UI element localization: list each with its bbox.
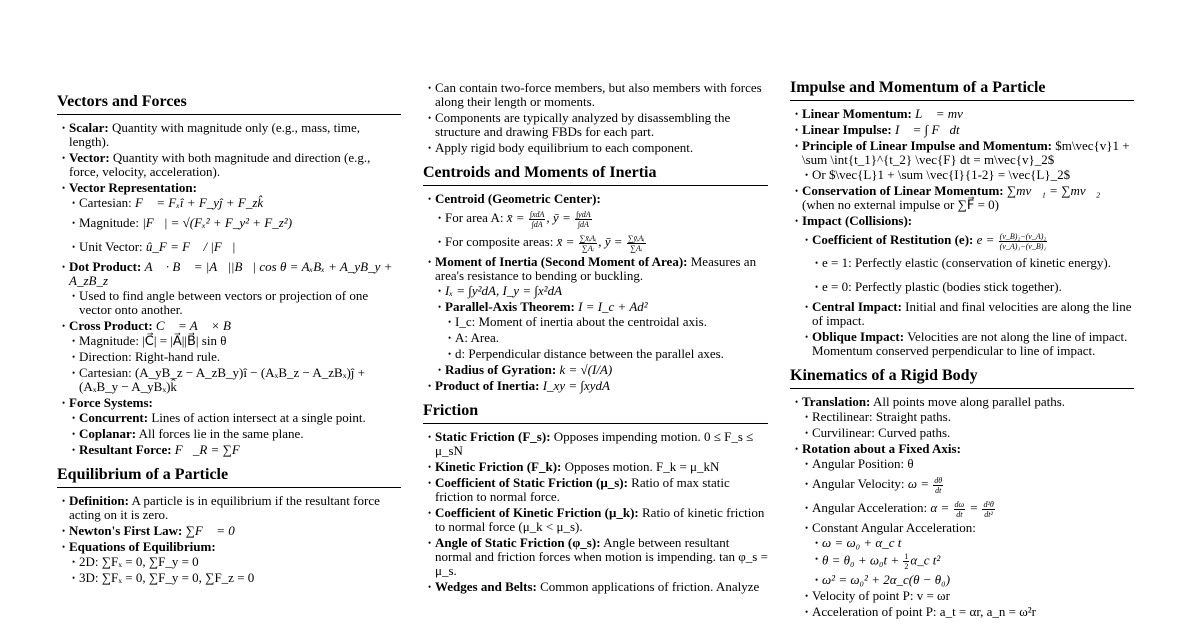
list-item <box>423 506 768 534</box>
list-item <box>423 192 768 253</box>
coef-static-text: Ratio of max static friction to normal force. <box>435 475 730 504</box>
pa-a: A: Area. <box>455 330 500 345</box>
static-friction-text: Opposes impending motion. 0 ≤ F_s ≤ μ_sN <box>435 429 754 458</box>
coef-kinetic-text: Ratio of kinetic friction to normal force (μ_k < μ_s). <box>435 505 765 534</box>
term-force-systems: Force Systems: <box>69 395 153 410</box>
term-oblique-impact: Oblique Impact: <box>812 329 905 344</box>
linear-impulse-equation: I⃗ = ∫ F⃗dt <box>894 122 960 137</box>
list-item <box>790 139 1134 182</box>
list-item <box>57 396 401 457</box>
list-item <box>802 473 1134 495</box>
list-item <box>802 229 1134 298</box>
product-of-inertia-equation: I_xy = ∫xydA <box>542 378 610 393</box>
term-conservation-momentum: Conservation of Linear Momentum: <box>802 183 1004 198</box>
frames-list <box>423 81 768 155</box>
concurrent-text: Lines of action intersect at a single point. <box>151 410 366 425</box>
section-title-friction: Friction <box>423 401 768 424</box>
impulse-list <box>790 107 1134 358</box>
term-linear-impulse: Linear Impulse: <box>802 122 892 137</box>
list-item <box>802 300 1134 328</box>
frames-item-1: Can contain two-force members, but also members with forces along their length or moments. <box>435 80 762 109</box>
term-central-impact: Central Impact: <box>812 299 902 314</box>
list-item <box>69 427 401 441</box>
rotation-sublist <box>802 457 1134 619</box>
elastic-text: e = 1: Perfectly elastic (conservation of kinetic energy). <box>822 255 1112 270</box>
centroid-sublist <box>435 207 768 253</box>
list-item <box>69 289 401 317</box>
rectilinear-text: Rectilinear: Straight paths. <box>812 409 951 424</box>
principle-or-text: Or $\vec{L}1 + \sum \vec{I}{1-2} = \vec{L}_2$ <box>812 167 1071 182</box>
magnitude-label: Magnitude: <box>79 215 139 230</box>
conservation-condition: (when no external impulse or ∑F⃗ = 0) <box>802 197 999 212</box>
term-linear-momentum: Linear Momentum: <box>802 106 912 121</box>
composite-label: For composite areas: <box>445 234 554 249</box>
list-item <box>423 460 768 474</box>
equilibrium-2d: 2D: ∑Fₓ = 0, ∑F_y = 0 <box>79 554 199 569</box>
coplanar-text: All forces lie in the same plane. <box>138 426 304 441</box>
list-item <box>69 366 401 394</box>
curvilinear-text: Curvilinear: Curved paths. <box>812 425 951 440</box>
angular-velocity-equation: ω = $\frac{d\theta}{dt}$ <box>907 475 943 495</box>
translation-text: All points move along parallel paths. <box>872 394 1066 409</box>
list-item <box>423 476 768 504</box>
definition-text: A particle is in equilibrium if the resultant force acting on it is zero. <box>69 493 380 522</box>
newton-equation: ∑F⃗ = 0 <box>185 523 235 538</box>
const-acc-eq-3: ω² = ω₀² + 2α_c(θ − θ₀) <box>822 572 951 587</box>
list-item <box>790 395 1134 440</box>
term-angle-static: Angle of Static Friction (φ_s): <box>435 535 601 550</box>
principle-sublist <box>802 168 1134 182</box>
list-item <box>69 443 401 457</box>
list-item <box>445 331 768 345</box>
force-sublist <box>69 411 401 457</box>
section-title-kinematics: Kinematics of a Rigid Body <box>790 366 1134 389</box>
list-item <box>802 497 1134 519</box>
vector-rep-sublist <box>69 196 401 258</box>
list-item <box>57 540 401 585</box>
centroid-area-equation: x̄ = $\frac{\text{∫xdA}}{\int dA}$ , ȳ = $\frac{\text{∫ydA}}{\int dA}$ <box>506 209 591 229</box>
angular-acceleration-label: Angular Acceleration: <box>812 500 928 515</box>
list-item <box>69 236 401 258</box>
central-impact-text: Initial and final velocities are along the line of impact. <box>812 299 1132 328</box>
vector-text: Quantity with both magnitude and direction (e.g., force, velocity, acceleration). <box>69 150 371 179</box>
list-item <box>423 430 768 458</box>
cross-product-equation: C⃗ = A⃗ × B⃗ <box>155 318 242 333</box>
list-item <box>445 315 768 329</box>
list-item <box>802 589 1134 603</box>
list-item <box>790 184 1134 212</box>
term-impact: Impact (Collisions): <box>802 213 913 228</box>
cartesian-equation: F⃗ = Fₓî + F_yĵ + F_zk̂ <box>134 195 264 210</box>
cartesian-label: Cartesian: <box>79 195 132 210</box>
term-vector-representation: Vector Representation: <box>69 180 197 195</box>
list-item <box>445 347 768 361</box>
vectors-list <box>57 121 401 457</box>
term-rotation-fixed-axis: Rotation about a Fixed Axis: <box>802 441 961 456</box>
section-title-impulse: Impulse and Momentum of a Particle <box>790 78 1134 101</box>
list-item <box>435 363 768 377</box>
plastic-text: e = 0: Perfectly plastic (bodies stick together). <box>822 279 1062 294</box>
area-label: For area A: <box>445 210 504 225</box>
principle-text: $m\vec{v}1 + \sum \int{t_1}^{t_2} \vec{F} dt = m\vec{v}_2$ <box>802 138 1130 167</box>
term-definition: Definition: <box>69 493 129 508</box>
angular-acceleration-equation: α = $\frac{d\omega}{dt}$ = $\frac{\text{d²θ}}{\text{dt²}}$ <box>930 499 994 519</box>
scalar-text: Quantity with magnitude only (e.g., mass, time, length). <box>69 120 361 149</box>
constant-acceleration-sublist <box>812 536 1134 587</box>
restitution-sublist <box>812 252 1134 298</box>
section-title-centroids: Centroids and Moments of Inertia <box>423 163 768 186</box>
restitution-equation: e = $\frac{\text{(v\_B)₂−(v\_A)₂}}{\text{(v\_A)₁−(v\_B)₁}}$ <box>976 231 1047 251</box>
magnitude-equation: |F⃗| = √(Fₓ² + F_y² + F_z²) <box>142 215 293 230</box>
linear-momentum-equation: L⃗ = mv⃗ <box>915 106 974 121</box>
equilibrium-3d: 3D: ∑Fₓ = 0, ∑F_y = 0, ∑F_z = 0 <box>79 570 255 585</box>
term-coplanar: Coplanar: <box>79 426 137 441</box>
list-item <box>435 231 768 253</box>
term-static-friction: Static Friction (F_s): <box>435 429 551 444</box>
list-item <box>69 196 401 210</box>
wedges-belts-text: Common applications of friction. Analyze <box>540 579 760 594</box>
moi-equation: Iₓ = ∫y²dA, I_y = ∫x²dA <box>445 283 563 298</box>
list-item <box>57 524 401 538</box>
term-moment-of-inertia: Moment of Inertia (Second Moment of Area): <box>435 254 688 269</box>
dot-sublist <box>69 289 401 317</box>
cross-sublist <box>69 334 401 394</box>
dot-product-equation: A⃗ · B⃗ = |A⃗||B⃗| cos θ = AₓBₓ + A_yB_y + A_zB_z <box>69 259 393 288</box>
list-item <box>57 181 401 258</box>
list-item <box>802 457 1134 471</box>
list-item <box>423 141 768 155</box>
frames-item-3: Apply rigid body equilibrium to each component. <box>435 140 694 155</box>
term-restitution: Coefficient of Restitution (e): <box>812 232 974 247</box>
list-item <box>57 151 401 179</box>
list-item <box>812 252 1134 274</box>
list-item <box>435 300 768 361</box>
term-resultant-force: Resultant Force: <box>79 442 172 457</box>
list-item <box>69 350 401 364</box>
term-kinetic-friction: Kinetic Friction (F_k): <box>435 459 562 474</box>
acceleration-point-p: Acceleration of point P: a_t = αr, a_n = ω²r <box>812 604 1037 619</box>
cross-direction: Direction: Right-hand rule. <box>79 349 221 364</box>
list-item <box>790 107 1134 121</box>
term-cross-product: Cross Product: <box>69 318 153 333</box>
list-item <box>812 573 1134 587</box>
oblique-impact-text: Velocities are not along the line of impact. Momentum conserved perpendicular to line of impact. <box>812 329 1128 358</box>
list-item <box>802 410 1134 424</box>
list-item <box>812 536 1134 550</box>
translation-sublist <box>802 410 1134 440</box>
pa-d: d: Perpendicular distance between the parallel axes. <box>455 346 724 361</box>
velocity-point-p: Velocity of point P: v = ωr <box>812 588 950 603</box>
list-item <box>790 442 1134 619</box>
list-item <box>57 260 401 317</box>
kinetic-friction-text: Opposes motion. F_k = μ_kN <box>564 459 720 474</box>
list-item <box>423 379 768 393</box>
moi-sublist <box>435 284 768 377</box>
centroids-list <box>423 192 768 393</box>
parallel-axis-sublist <box>445 315 768 361</box>
unit-vector-equation: û_F = F⃗ / |F⃗| <box>145 239 236 254</box>
list-item <box>812 276 1134 298</box>
section-title-vectors: Vectors and Forces <box>57 92 401 115</box>
term-centroid: Centroid (Geometric Center): <box>435 191 601 206</box>
list-item <box>790 123 1134 137</box>
term-scalar: Scalar: <box>69 120 109 135</box>
impact-sublist <box>802 229 1134 358</box>
column-1 <box>57 0 401 587</box>
list-item <box>802 426 1134 440</box>
const-acc-eq-2-post: α_c t² <box>910 552 941 568</box>
centroid-composite-equation: x̄ = $\frac{\text{∑x̄ᵢAᵢ}}{\text{∑Aᵢ}}$ , ȳ = $\frac{\text{∑ȳᵢAᵢ}}{\text{∑Aᵢ}}$ <box>556 233 645 253</box>
list-item <box>423 255 768 377</box>
conservation-equation: ∑mv⃗₁ = ∑mv⃗₂ <box>1006 183 1101 198</box>
list-item: • θ = θ₀ + ω₀t + $\frac{1}{2}$ α_c t² <box>812 552 1134 571</box>
moi-text: Measures an area's resistance to bending or buckling. <box>435 254 757 283</box>
cross-magnitude: Magnitude: |C⃗| = |A⃗||B⃗| sin θ <box>79 333 227 348</box>
list-item <box>57 494 401 522</box>
list-item <box>802 605 1134 619</box>
term-translation: Translation: <box>802 394 871 409</box>
list-item <box>435 207 768 229</box>
resultant-equation: F⃗_R = ∑F⃗ <box>174 442 250 457</box>
term-product-of-inertia: Product of Inertia: <box>435 378 540 393</box>
equilibrium-sublist <box>69 555 401 585</box>
radius-of-gyration-equation: k = √(I/A) <box>559 362 613 377</box>
list-item <box>802 330 1134 358</box>
term-principle-impulse-momentum: Principle of Linear Impulse and Momentum: <box>802 138 1053 153</box>
list-item <box>790 214 1134 358</box>
parallel-axis-equation: I = I_c + Ad² <box>578 299 648 314</box>
term-vector: Vector: <box>69 150 110 165</box>
list-item <box>69 411 401 425</box>
term-radius-of-gyration: Radius of Gyration: <box>445 362 557 377</box>
const-acc-eq-1: ω = ω₀ + α_c t <box>822 535 902 550</box>
equilibrium-list <box>57 494 401 585</box>
friction-list <box>423 430 768 594</box>
column-3 <box>790 0 1134 621</box>
term-equations-of-equilibrium: Equations of Equilibrium: <box>69 539 216 554</box>
list-item <box>423 536 768 578</box>
term-newtons-first-law: Newton's First Law: <box>69 523 183 538</box>
term-parallel-axis: Parallel-Axis Theorem: <box>445 299 575 314</box>
list-item <box>435 284 768 298</box>
term-wedges-belts: Wedges and Belts: <box>435 579 537 594</box>
list-item <box>57 319 401 394</box>
term-coef-kinetic: Coefficient of Kinetic Friction (μ_k): <box>435 505 639 520</box>
list-item <box>69 555 401 569</box>
term-dot-product: Dot Product: <box>69 259 142 274</box>
const-acc-eq-2-pre: θ = θ₀ + ω₀t + <box>822 552 900 568</box>
term-coef-static: Coefficient of Static Friction (μ_s): <box>435 475 628 490</box>
list-item <box>802 168 1134 182</box>
list-item <box>423 111 768 139</box>
list-item <box>57 121 401 149</box>
angular-position: Angular Position: θ <box>812 456 914 471</box>
list-item <box>802 521 1134 587</box>
unit-vector-label: Unit Vector: <box>79 239 143 254</box>
section-title-equilibrium: Equilibrium of a Particle <box>57 465 401 488</box>
list-item <box>423 580 768 594</box>
list-item <box>69 212 401 234</box>
list-item <box>423 81 768 109</box>
angle-static-text: Angle between resultant normal and friction forces when motion is impending. tan φ_s = μ_s. <box>435 535 768 578</box>
dot-use-text: Used to find angle between vectors or projection of one vector onto another. <box>79 288 369 317</box>
list-item <box>69 334 401 348</box>
list-item <box>69 571 401 585</box>
kinematics-list <box>790 395 1134 619</box>
pa-ic: I_c: Moment of inertia about the centroidal axis. <box>455 314 707 329</box>
angular-velocity-label: Angular Velocity: <box>812 476 905 491</box>
term-concurrent: Concurrent: <box>79 410 149 425</box>
constant-acceleration-label: Constant Angular Acceleration: <box>812 520 976 535</box>
frames-item-2: Components are typically analyzed by disassembling the structure and drawing FBDs for each part. <box>435 110 731 139</box>
cross-cartesian: Cartesian: (A_yB_z − A_zB_y)î − (AₓB_z − A_zBₓ)ĵ + (AₓB_y − A_yBₓ)k̂ <box>79 365 365 394</box>
column-2 <box>423 0 768 596</box>
